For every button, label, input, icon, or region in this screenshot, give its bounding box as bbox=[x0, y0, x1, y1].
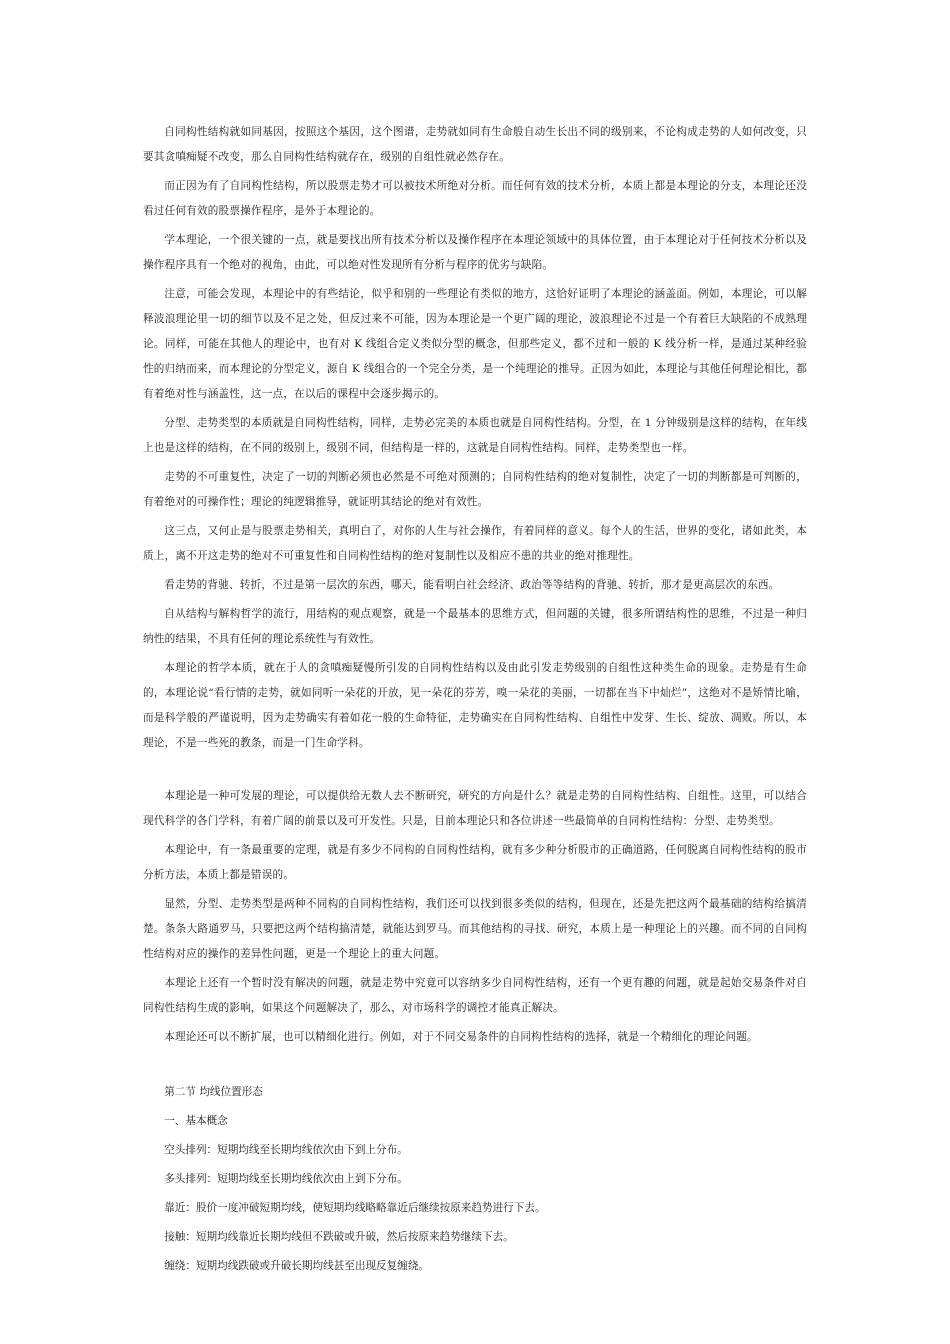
paragraph-unsolved-problem: 本理论上还有一个暂时没有解决的问题，就是走势中究竟可以容纳多少自同构性结构，还有一个更有趣的问题，就是起始交易条件对自同构性结构生成的影响，如果这个问题解决了，那么，对市场科学的调控才能真正解决。 bbox=[143, 977, 807, 1014]
paragraph-two-structures: 显然，分型、走势类型是两种不同构的自同构性结构，我们还可以找到很多类似的结构，但现在，还是先把这两个最基础的结构给搞清楚。条条大路通罗马，只要把这两个结构搞清楚，就能达到罗马。而其他结构的寻找、研究，本质上是一种理论上的兴趣。而不同的自同构性结构对应的操作的差异性问题，更是一个理论上的重大问题。 bbox=[143, 898, 807, 960]
definition-bullish-alignment: 多头排列：短期均线至长期均线依次由上到下分布。 bbox=[164, 1173, 408, 1185]
paragraph-technical-analysis: 而正因为有了自同构性结构，所以股票走势才可以被技术所绝对分析。而任何有效的技术分析，本质上都是本理论的分支，本理论还没看过任何有效的股票操作程序，是外于本理论的。 bbox=[143, 180, 807, 217]
section-title: 第二节 均线位置形态 bbox=[164, 1086, 263, 1098]
paragraph-theorem: 本理论中，有一条最重要的定理，就是有多少不同构的自同构性结构，就有多少种分析股市的正确道路，任何脱离自同构性结构的股市分析方法，本质上都是错误的。 bbox=[143, 844, 807, 881]
definition-touch: 接触：短期均线靠近长期均线但不跌破或升破，然后按原来趋势继续下去。 bbox=[164, 1231, 514, 1243]
document-page bbox=[143, 120, 807, 1283]
paragraph-fractal-essence: 分型、走势类型的本质就是自同构性结构，同样，走势必完美的本质也就是自同构性结构。分型，在 1 分钟级别是这样的结构，在年线上也是这样的结构，在不同的级别上，级别不同，但结构是一样的，这就是自同构性结构。同样，走势类型也一样。 bbox=[143, 417, 807, 454]
section-spacer bbox=[143, 760, 807, 784]
paragraph-key-point: 学本理论，一个很关键的一点，就是要找出所有技术分析以及操作程序在本理论领域中的具体位置，由于本理论对于任何技术分析以及操作程序具有一个绝对的视角，由此，可以绝对性发现所有分析与程序的优劣与缺陷。 bbox=[143, 234, 807, 271]
paragraph-non-repeatability: 走势的不可重复性，决定了一切的判断必须也必然是不可绝对预测的；自同构性结构的绝对复制性，决定了一切的判断都是可判断的，有着绝对的可操作性；理论的纯逻辑推导，就证明其结论的绝对有效性。 bbox=[143, 471, 807, 508]
definition-bearish-alignment: 空头排列：短期均线至长期均线依次由下到上分布。 bbox=[164, 1144, 408, 1156]
definition-entanglement: 缠绕：短期均线跌破或升破长期均线甚至出现反复缠绕。 bbox=[164, 1260, 430, 1272]
paragraph-developable-theory: 本理论是一种可发展的理论，可以提供给无数人去不断研究，研究的方向是什么？就是走势的自同构性结构、自组性。这里，可以结合现代科学的各门学科，有着广阔的前景以及可开发性。只是，目前本理论只和各位讲述一些最简单的自同构性结构：分型、走势类型。 bbox=[143, 790, 807, 827]
paragraph-comparison: 注意，可能会发现，本理论中的有些结论，似乎和别的一些理论有类似的地方，这恰好证明了本理论的涵盖面。例如，本理论，可以解释波浪理论里一切的细节以及不足之处，但反过来不可能，因为本理论是一个更广阔的理论，波浪理论不过是一个有着巨大缺陷的不成熟理论。同样，可能在其他人的理论中，也有对 K 线组合定义类似分型的概念，但那些定义，都不过和一般的 K 线分析一样，是通过某种经验性的归纳而来，而本理论的分型定义，源自 K 线组合的一个完全分类，是一个纯理论的推导。正因为如此，本理论与其他任何理论相比，都有着绝对性与涵盖性，这一点，在以后的课程中会逐步揭示的。 bbox=[143, 288, 807, 400]
paragraph-divergence: 看走势的背驰、转折，不过是第一层次的东西，哪天，能看明白社会经济、政治等等结构的背驰、转折，那才是更高层次的东西。 bbox=[164, 579, 780, 591]
definition-approach: 靠近：股价一度冲破短期均线，使短期均线略略靠近后继续按原来趋势进行下去。 bbox=[164, 1202, 546, 1214]
paragraph-structuralism: 自从结构与解构哲学的流行，用结构的观点观察，就是一个最基本的思维方式，但问题的关键，很多所谓结构性的思维，不过是一种归纳性的结果，不具有任何的理论系统性与有效性。 bbox=[143, 608, 807, 645]
section-subtitle: 一、基本概念 bbox=[164, 1115, 228, 1127]
paragraph-philosophy: 本理论的哲学本质，就在于人的贪嗔痴疑慢所引发的自同构性结构以及由此引发走势级别的自组性这种类生命的现象。走势是有生命的，本理论说“看行情的走势，就如同听一朵花的开放，见一朵花的芬芳，嗅一朵花的美丽，一切都在当下中灿烂”，这绝对不是矫情比喻，而是科学般的严谨说明，因为走势确实有着如花一般的生命特征，走势确实在自同构性结构、自组性中发芽、生长、绽放、凋败。所以，本理论，不是一些死的教条，而是一门生命学科。 bbox=[143, 662, 807, 749]
paragraph-extension: 本理论还可以不断扩展，也可以精细化进行。例如，对于不同交易条件的自同构性结构的选择，就是一个精细化的理论问题。 bbox=[164, 1031, 758, 1043]
paragraph-three-points: 这三点，又何止是与股票走势相关，真明白了，对你的人生与社会操作，有着同样的意义。每个人的生活，世界的变化，诸如此类，本质上，离不开这走势的绝对不可重复性和自同构性结构的绝对复制性以及相应不患的共业的绝对推理性。 bbox=[143, 525, 807, 562]
paragraph-gene-analogy: 自同构性结构就如同基因，按照这个基因，这个图谱，走势就如同有生命般自动生长出不同的级别来，不论构成走势的人如何改变，只要其贪嗔痴疑不改变，那么自同构性结构就存在，级别的自组性就必然存在。 bbox=[143, 126, 807, 163]
section-spacer bbox=[143, 1054, 807, 1080]
